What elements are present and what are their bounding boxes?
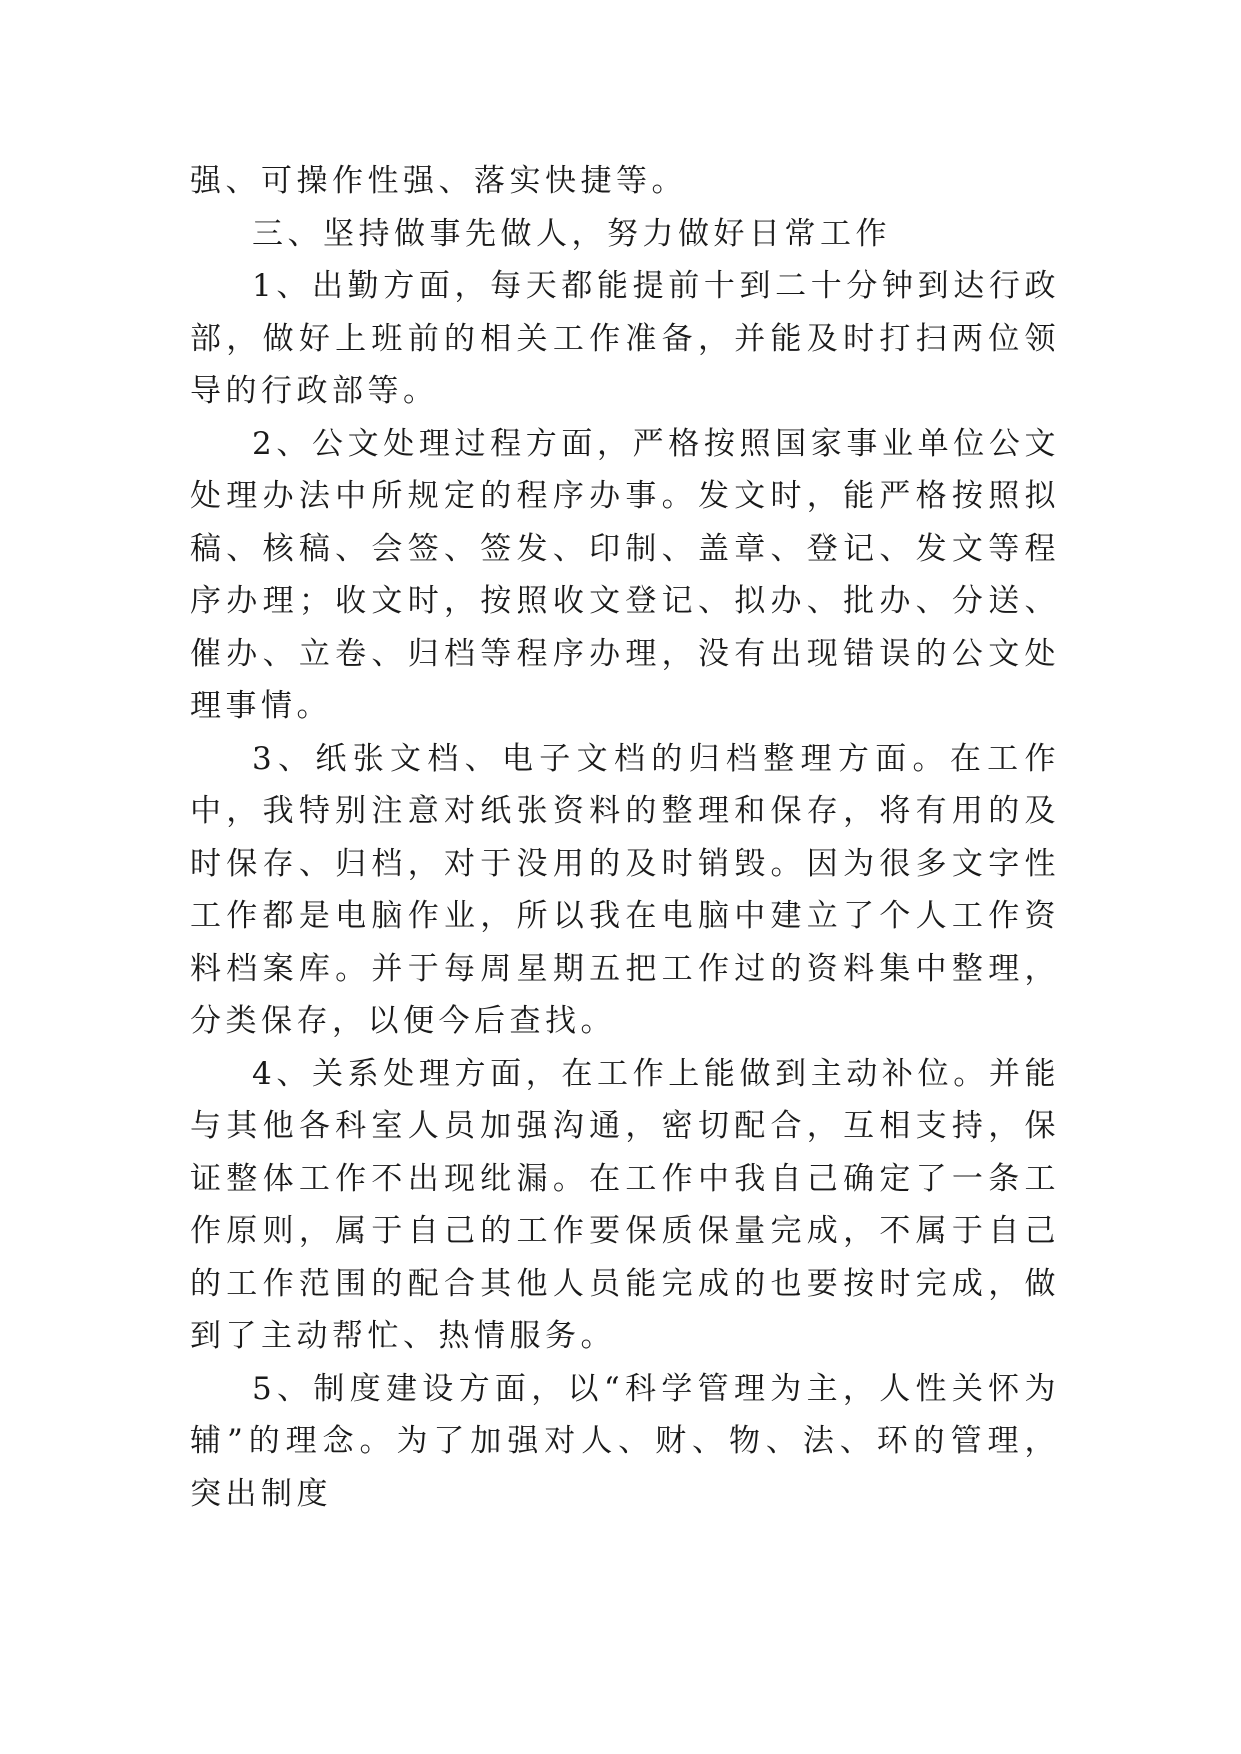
paragraph-relations: 4、关系处理方面，在工作上能做到主动补位。并能与其他各科室人员加强沟通，密切配合，互相支持，保证整体工作不出现纰漏。在工作中我自己确定了一条工作原则，属于自己的工作要保质保量完成，不属于自己的工作范围的配合其他人员能完成的也要按时完成，做到了主动帮忙、热情服务。 [190,1055,1060,1354]
paragraph-archiving: 3、纸张文档、电子文档的归档整理方面。在工作中，我特别注意对纸张资料的整理和保存，将有用的及时保存、归档，对于没用的及时销毁。因为很多文字性工作都是电脑作业，所以我在电脑中建立了个人工作资料档案库。并于每周星期五把工作过的资料集中整理，分类保存，以便今后查找。 [190,740,1060,1039]
paragraph-continuation: 强、可操作性强、落实快捷等。 [190,163,687,199]
section-heading: 三、坚持做事先做人，努力做好日常工作 [252,215,891,252]
paragraph-system-building: 5、制度建设方面，以“科学管理为主，人性关怀为辅”的理念。为了加强对人、财、物、法、环的管理，突出制度 [190,1370,1060,1512]
paragraph-document-processing: 2、公文处理过程方面，严格按照国家事业单位公文处理办法中所规定的程序办事。发文时，能严格按照拟稿、核稿、会签、签发、印制、盖章、登记、发文等程序办理；收文时，按照收文登记、拟办、批办、分送、催办、立卷、归档等程序办理，没有出现错误的公文处理事情。 [190,425,1060,724]
document-body [190,155,1060,1520]
paragraph-attendance: 1、出勤方面，每天都能提前十到二十分钟到达行政部，做好上班前的相关工作准备，并能及时打扫两位领导的行政部等。 [190,268,1060,409]
